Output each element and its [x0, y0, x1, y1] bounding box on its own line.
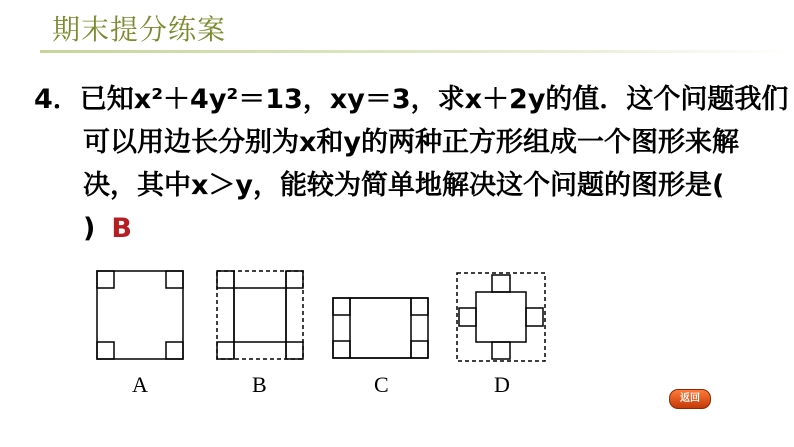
option-figures [90, 268, 560, 368]
question-line-4 [34, 207, 774, 250]
figure-a [97, 271, 183, 359]
figure-d [457, 273, 545, 361]
figure-b [217, 271, 303, 359]
question-number: 4． [34, 84, 80, 115]
figure-c [333, 298, 428, 358]
option-label-b: B [252, 372, 267, 397]
question-line-2: 可以用边长分别为x和y的两种正方形组成一个图形来解 [83, 127, 740, 158]
closing-paren: ) [83, 213, 96, 244]
option-label-d: D [494, 372, 510, 397]
header-title: 期末提分练案 [52, 13, 227, 46]
back-button[interactable]: 返回 [669, 389, 711, 409]
answer-text: B [111, 213, 132, 244]
question-line-3: 决，其中x＞y，能较为简单地解决这个问题的图形是( [83, 170, 725, 201]
option-label-c: C [374, 372, 389, 397]
question-block [34, 78, 789, 250]
header-divider [40, 50, 794, 53]
option-label-a: A [132, 372, 148, 397]
question-line-1 [34, 78, 789, 121]
question-text-1: 已知x²＋4y²＝13，xy＝3，求x＋2y的值．这个问题我们 [79, 84, 789, 115]
